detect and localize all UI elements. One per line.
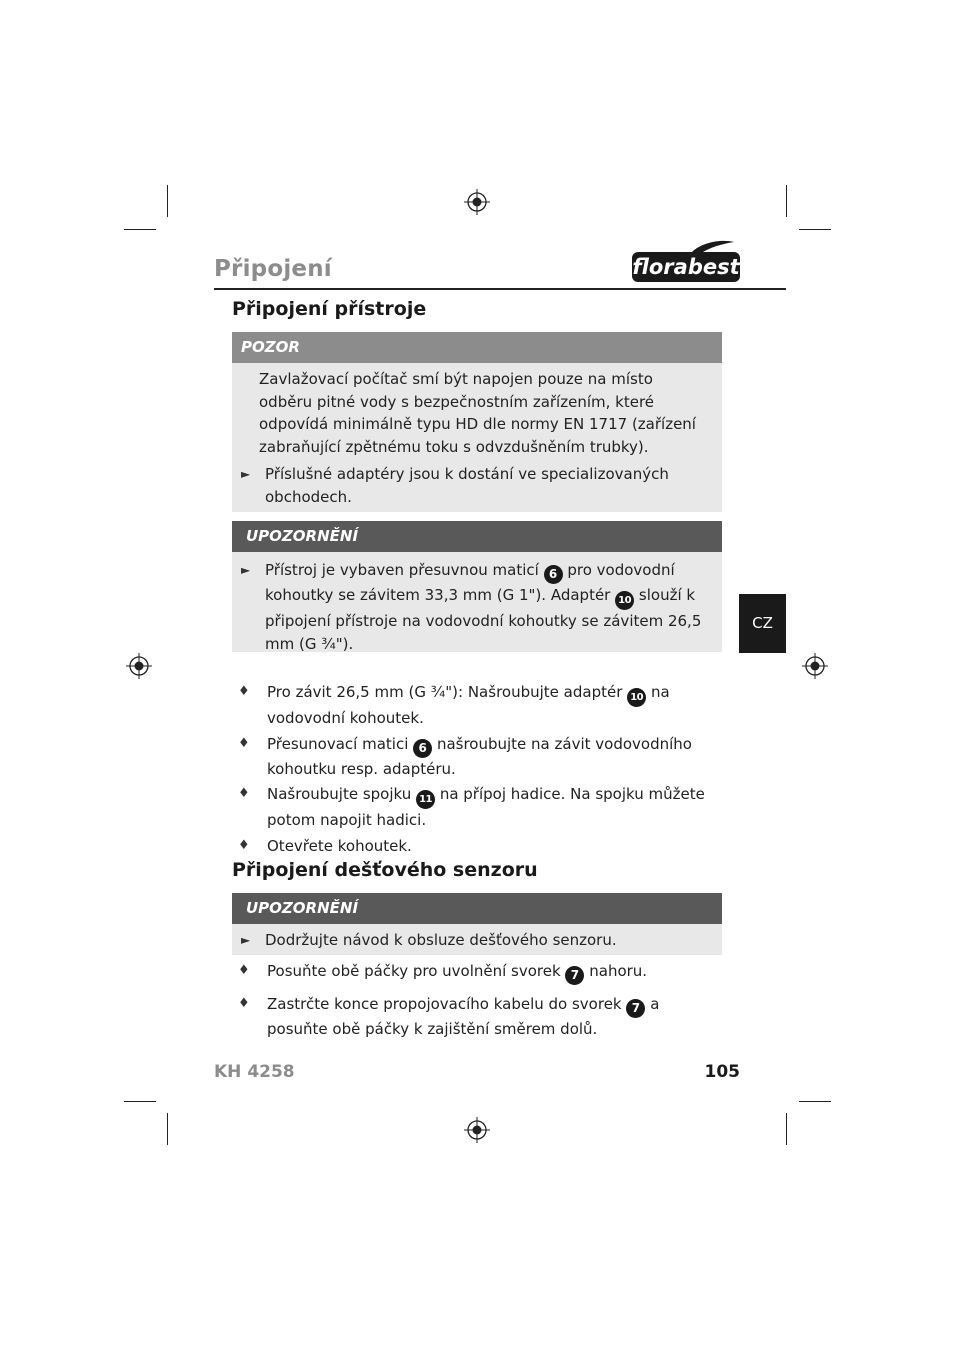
header-rule: [214, 288, 786, 290]
crop-mark: [799, 1101, 831, 1102]
diamond-bullet-icon: ♦: [238, 684, 250, 699]
warning-box: [232, 332, 722, 512]
steps-list: [232, 960, 722, 1041]
svg-text:florabest: florabest: [632, 255, 740, 279]
crop-mark: [167, 185, 168, 217]
section-heading: Připojení dešťového senzoru: [232, 859, 538, 881]
steps-list: [232, 681, 722, 857]
warning-text: Zavlažovací počítač smí být napojen pouze na místo odběru pitné vody s bezpečnostním zařízením, které odpovídá minimálně typu HD dle normy EN 1717 (zařízení zabraňující zpětnému toku s odvzdušněním trubky).: [259, 370, 696, 456]
notice-box: [232, 893, 722, 955]
registration-mark-icon: [126, 653, 152, 679]
part-number-badge: 11: [416, 790, 435, 809]
model-number: KH 4258: [214, 1062, 295, 1082]
list-item: ► Přístroj je vybaven přesuvnou maticí 6 pro vodovodní kohoutky se závitem 33,3 mm (G 1"). Adaptér 10 slouží k připojení přístroje na vodovodní kohoutky se závitem 26,5 mm (G ¾").: [241, 561, 702, 653]
diamond-bullet-icon: ♦: [238, 837, 250, 853]
list-item: ♦ Přesunovací matici 6 našroubujte na závit vodovodního kohoutku resp. adaptéru.: [238, 734, 692, 778]
list-item: ♦ Otevřete kohoutek.: [232, 835, 722, 858]
part-number-badge: 10: [627, 688, 646, 707]
florabest-logo: [630, 240, 742, 286]
list-item: ♦ Posuňte obě páčky pro uvolnění svorek 7 nahoru.: [232, 960, 722, 985]
arrow-right-icon: ►: [241, 467, 251, 481]
list-item: ► Příslušné adaptéry jsou k dostání ve specializovaných obchodech.: [241, 465, 669, 506]
notice-label: UPOZORNĚNÍ: [232, 893, 722, 924]
diamond-bullet-icon: ♦: [238, 963, 250, 978]
section-heading: Připojení přístroje: [232, 298, 427, 320]
arrow-right-icon: ►: [241, 563, 251, 577]
part-number-badge: 10: [615, 591, 634, 610]
crop-mark: [124, 229, 156, 230]
list-item: ► Dodržujte návod k obsluze dešťového senzoru.: [232, 929, 722, 952]
registration-mark-icon: [464, 1117, 490, 1143]
crop-mark: [167, 1113, 168, 1145]
diamond-bullet-icon: ♦: [238, 786, 250, 801]
part-number-badge: 6: [544, 565, 563, 584]
language-tab: CZ: [739, 594, 786, 653]
diamond-bullet-icon: ♦: [238, 996, 250, 1011]
diamond-bullet-icon: ♦: [238, 735, 250, 751]
notice-box: [232, 521, 722, 652]
crop-mark: [799, 229, 831, 230]
registration-mark-icon: [464, 189, 490, 215]
page-title: Připojení: [214, 256, 332, 282]
part-number-badge: 6: [413, 739, 432, 758]
crop-mark: [786, 185, 787, 217]
notice-label: UPOZORNĚNÍ: [232, 521, 722, 552]
list-item: ♦ Zastrčte konce propojovacího kabelu do svorek 7 a posuňte obě páčky k zajištění směrem dolů.: [238, 995, 660, 1038]
crop-mark: [124, 1101, 156, 1102]
part-number-badge: 7: [626, 999, 645, 1018]
list-item: ♦ Našroubujte spojku 11 na přípoj hadice. Na spojku můžete potom napojit hadici.: [238, 785, 705, 829]
crop-mark: [786, 1113, 787, 1145]
arrow-right-icon: ►: [241, 933, 251, 947]
list-item: ♦ Pro závit 26,5 mm (G ¾"): Našroubujte adaptér 10 na vodovodní kohoutek.: [238, 683, 670, 727]
part-number-badge: 7: [565, 966, 584, 985]
warning-label: POZOR: [232, 332, 722, 363]
registration-mark-icon: [802, 653, 828, 679]
page-number: 105: [704, 1062, 740, 1082]
